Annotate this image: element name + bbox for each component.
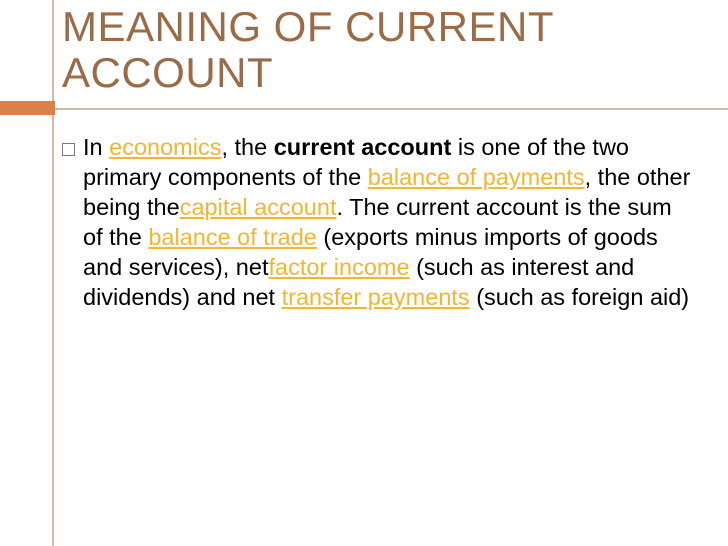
link-balance-of-trade[interactable]: balance of trade (148, 224, 317, 250)
text-segment: (exports minus imports of goods and services), net (83, 224, 658, 280)
link-economics[interactable]: economics (109, 134, 222, 160)
link-factor-income[interactable]: factor income (268, 254, 410, 280)
text-segment: , the other being the (83, 164, 691, 220)
text-segment: (such as foreign aid) (469, 284, 690, 310)
bold-current-account: current account (273, 134, 452, 160)
text-segment: is one of the two primary components of the (83, 134, 629, 190)
text-segment: . The current account is the sum of the (83, 194, 672, 250)
title-accent-bar (0, 101, 55, 115)
slide-title-line-2: ACCOUNT (62, 49, 274, 96)
hollow-square-bullet-icon (62, 143, 75, 156)
bullet-paragraph (83, 132, 692, 312)
title-underline-rule (55, 108, 728, 110)
text-segment: , the (221, 134, 274, 160)
link-balance-of-payments[interactable]: balance of payments (367, 164, 585, 190)
left-vertical-rule (52, 0, 54, 546)
link-transfer-payments[interactable]: transfer payments (281, 284, 470, 310)
link-capital-account[interactable]: capital account (179, 194, 337, 220)
slide-title (62, 4, 702, 96)
bullet-item (62, 132, 692, 312)
text-segment: In (83, 134, 110, 160)
slide-title-line-1: MEANING OF CURRENT (62, 3, 554, 50)
slide-body (62, 132, 692, 312)
text-segment: (such as interest and dividends) and net (83, 254, 635, 310)
